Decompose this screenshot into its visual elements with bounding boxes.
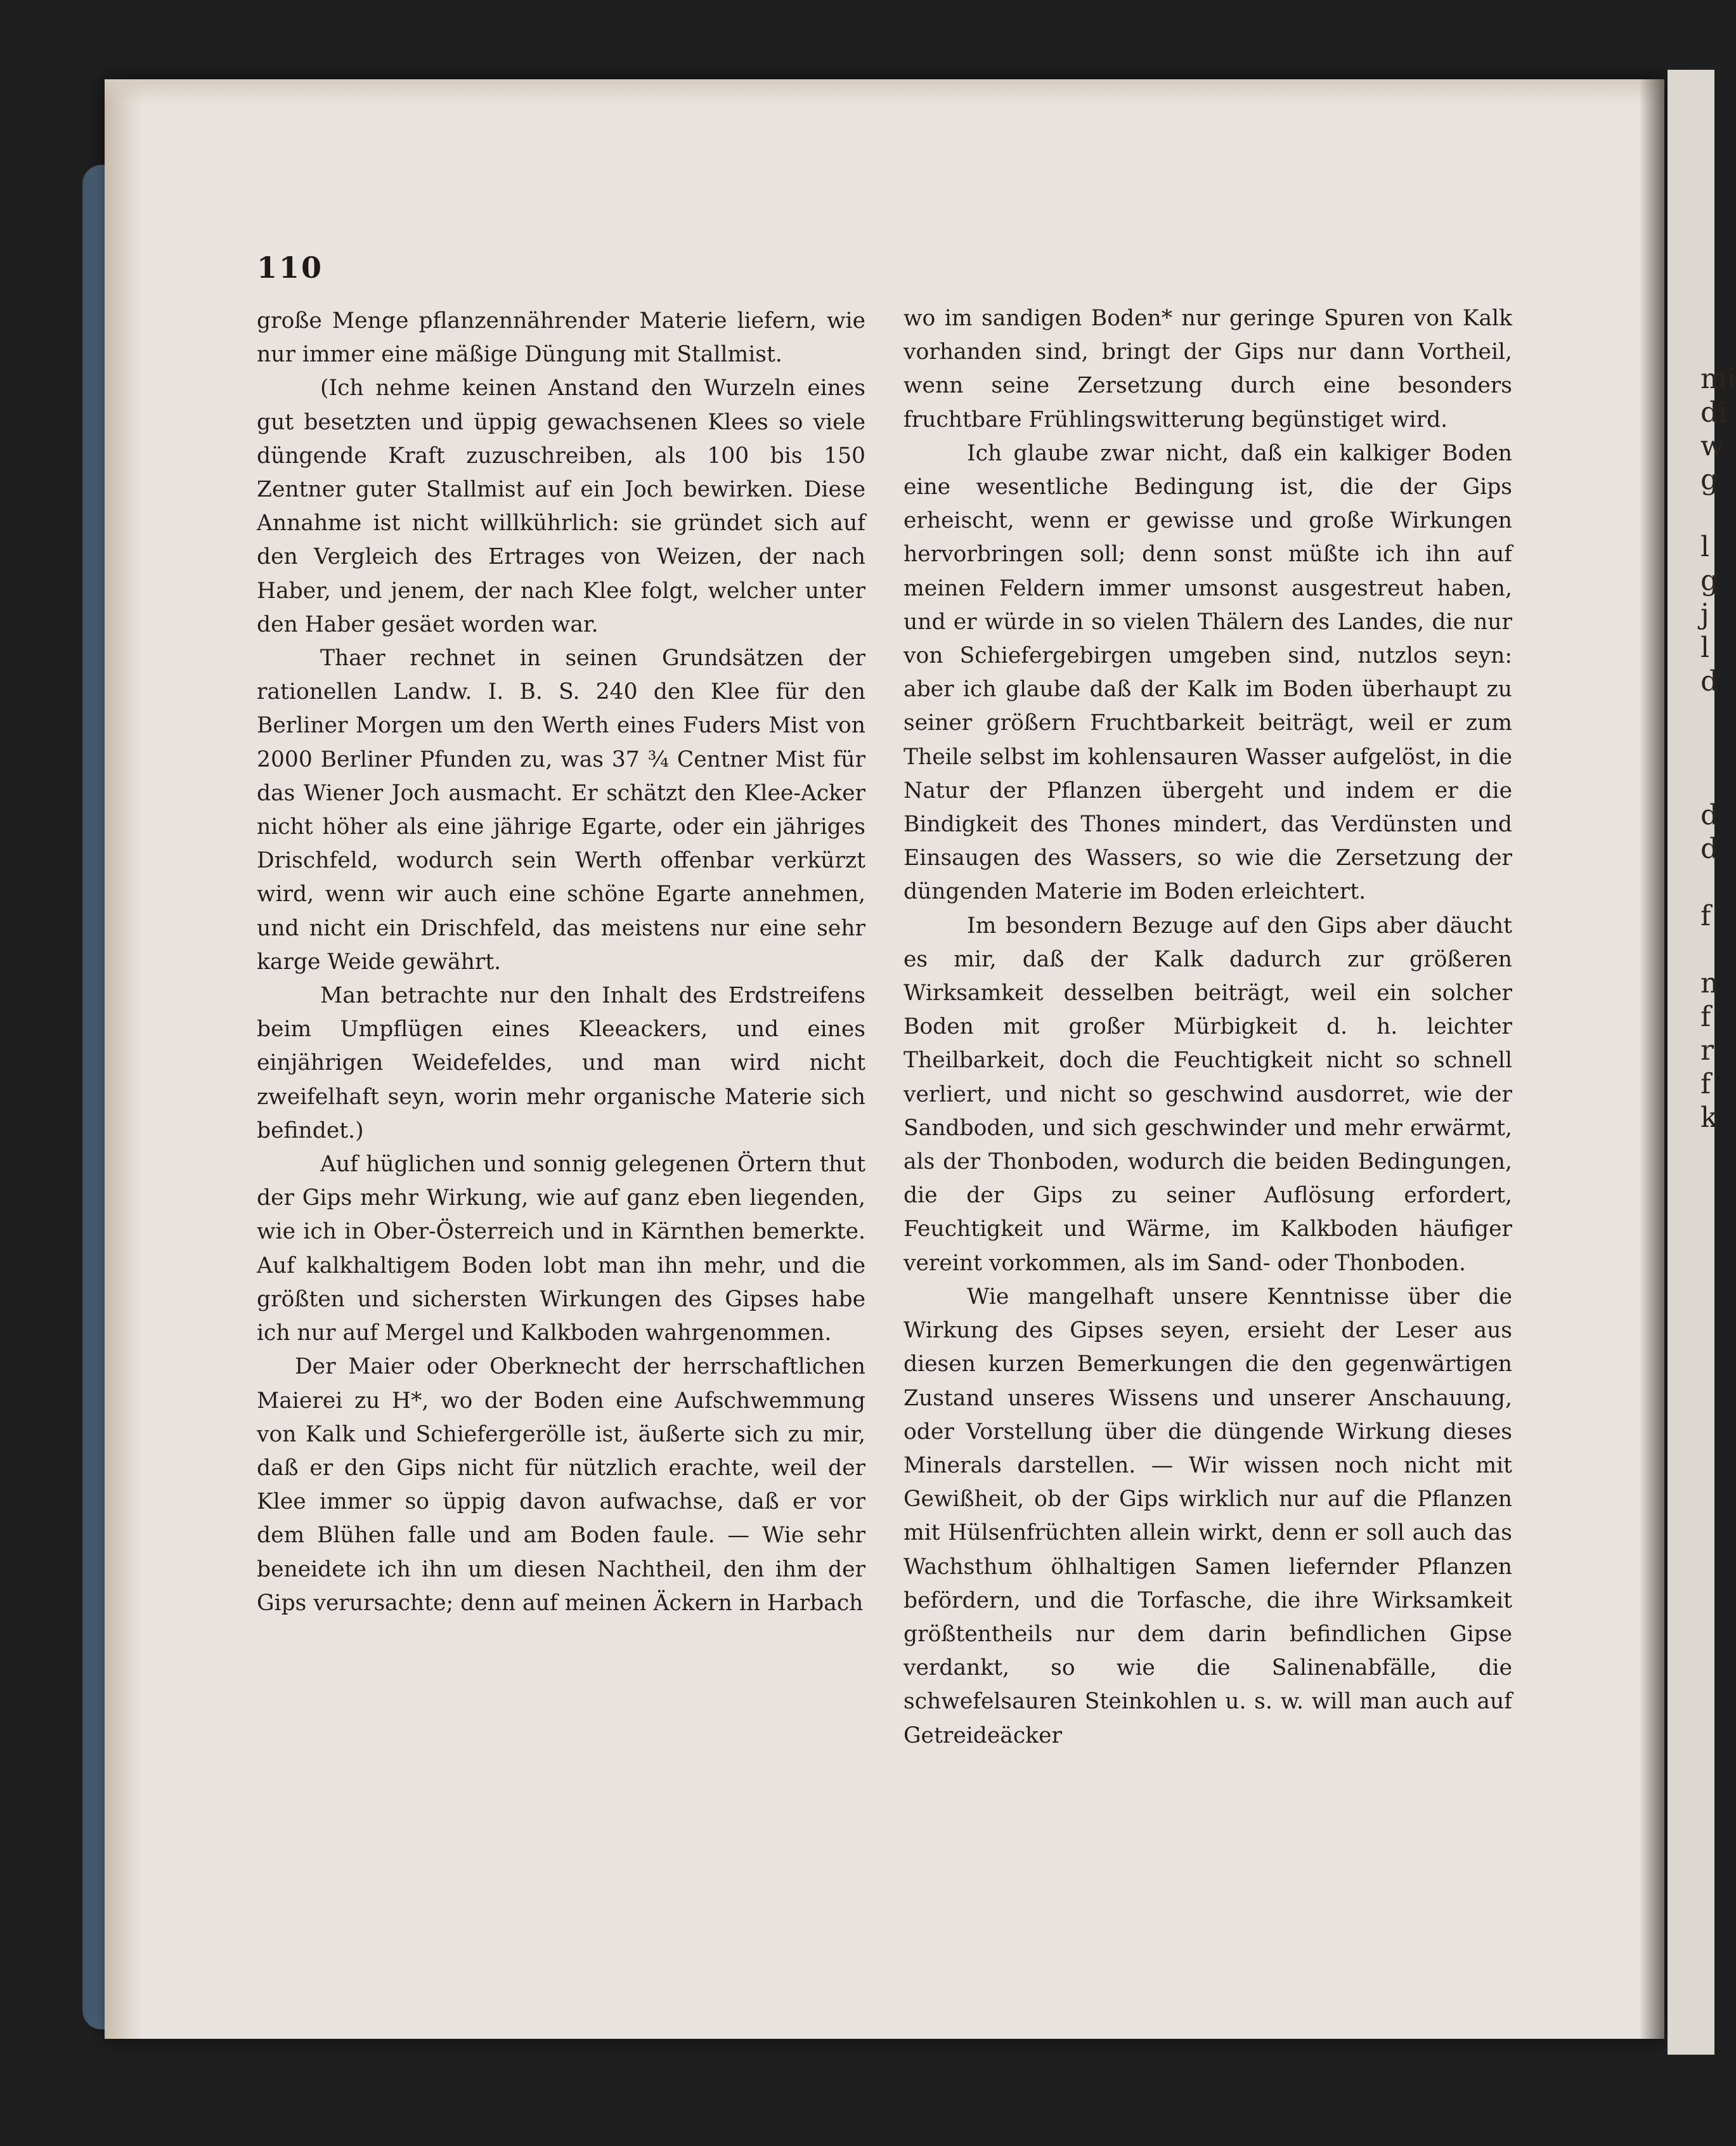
next-page-fragment: n: [1700, 967, 1719, 999]
next-page-fragment: d: [1700, 799, 1719, 831]
next-page-fragment: k: [1700, 1102, 1718, 1134]
next-page-fragment: f: [1700, 900, 1711, 932]
next-page-fragment: l: [1700, 531, 1710, 563]
paragraph: Thaer rechnet in seinen Grundsätzen der rationellen Landw. I. B. S. 240 den Klee für den Berliner Morgen um den Werth eines Fuders Mist von 2000 Berliner Pfunden zu, was 37 ¾ Centner Mist für das Wiener Joch ausmacht. Er schätzt den Klee-Acker nicht höher als eine jährige Egarte, oder ein jähriges Drischfeld, wodurch sein Werth offenbar verkürzt wird, wenn wir auch eine schöne Egarte annehmen, und nicht ein Drischfeld, das meistens nur eine sehr karge Weide gewährt.: [257, 646, 865, 975]
page-gutter: [1639, 79, 1664, 2039]
paragraph: Man betrachte nur den Inhalt des Erdstreifens beim Umpflügen eines Kleeackers, und eines einjährigen Weidefeldes, und man wird nicht zweifelhaft seyn, worin mehr organische Materie sich befindet.): [257, 983, 865, 1143]
paragraph: Im besondern Bezuge auf den Gips aber däucht es mir, daß der Kalk dadurch zur größeren Wirksamkeit desselben beiträgt, weil ein solcher Boden mit großer Mürbigkeit d. h. leichter Theilbarkeit, doch die Feuchtigkeit nicht so schnell verliert, und nicht so geschwind ausdorret, wie der Sandboden, und sich geschwinder und mehr erwärmt, als der Thonboden, wodurch die beiden Bedingungen, die der Gips zu seiner Auflösung erfordert, Feuchtigkeit und Wärme, im Kalkboden häufiger vereint vorkommen, als im Sand- oder Thonboden.: [904, 913, 1512, 1276]
page-aged-top-edge: [105, 79, 1664, 105]
paragraph: (Ich nehme keinen Anstand den Wurzeln eines gut besetzten und üppig gewachsenen Klees so viele düngende Kraft zuzuschreiben, als 100 bis 150 Zentner guter Stallmist auf ein Joch bewirken. Diese Annahme ist nicht willkührlich: sie gründet sich auf den Vergleich des Ertrages von Weizen, der nach Haber, und jenem, der nach Klee folgt, welcher unter den Haber gesäet worden war.: [257, 375, 865, 637]
paragraph: Der Maier oder Oberknecht der herrschaftlichen Maierei zu H*, wo der Boden eine Aufschwemmung von Kalk und Schiefergerölle ist, äußerte sich zu mir, daß er den Gips nicht für nützlich erachte, weil der Klee immer so üppig davon aufwachse, daß er vor dem Blühen falle und am Boden faule. — Wie sehr beneidete ich ihn um diesen Nachtheil, den ihm der Gips verursachte; denn auf meinen Äckern in Harbach: [257, 1354, 865, 1616]
paragraph: Auf hüglichen und sonnig gelegenen Örtern thut der Gips mehr Wirkung, wie auf ganz eben liegenden, wie ich in Ober-Österreich und in Kärnthen bemerkte. Auf kalkhaltigem Boden lobt man ihn mehr, und die größten und sichersten Wirkungen des Gipses habe ich nur auf Mergel und Kalkboden wahrgenommen.: [257, 1152, 865, 1346]
next-page-fragment: f: [1700, 1001, 1711, 1033]
paragraph: Wie mangelhaft unsere Kenntnisse über die Wirkung des Gipses seyen, ersieht der Leser aus diesen kurzen Bemerkungen die den gegenwärtigen Zustand unseres Wissens und unserer Anschauung, oder Vorstellung über die düngende Wirkung dieses Minerals darstellen. — Wir wissen noch nicht mit Gewißheit, ob der Gips wirklich nur auf die Pflanzen mit Hülsenfrüchten allein wirkt, denn er soll auch das Wachsthum öhlhaltigen Samen liefernder Pflanzen befördern, und die Torfasche, die ihre Wirksamkeit größtentheils nur dem darin befindlichen Gipse verdankt, so wie die Salinenabfälle, die schwefelsauren Steinkohlen u. s. w. will man auch auf Getreideäcker: [904, 1284, 1512, 1748]
right-text-column: [904, 302, 1512, 1753]
next-page-fragment: d: [1700, 833, 1719, 865]
page-number: 110: [257, 250, 324, 285]
next-page-fragment: w: [1700, 430, 1725, 462]
paragraph: wo im sandigen Boden* nur geringe Spuren von Kalk vorhanden sind, bringt der Gips nur dann Vortheil, wenn seine Zersetzung durch eine besonders fruchtbare Frühlingswitterung begünstiget wird.: [904, 306, 1512, 432]
next-page-fragment: f: [1700, 1068, 1711, 1100]
paragraph: große Menge pflanzennährender Materie liefern, wie nur immer eine mäßige Düngung mit Stallmist.: [257, 308, 865, 368]
next-page-fragment: g: [1700, 564, 1719, 597]
next-page-fragment: j: [1700, 598, 1709, 630]
next-page-fragment: r: [1700, 1034, 1714, 1067]
next-page-fragment: g: [1700, 464, 1719, 496]
left-text-column: [257, 304, 865, 1620]
page-aged-edge: [105, 79, 143, 2039]
next-page-fragment: l: [1700, 632, 1710, 664]
next-page-fragment: d: [1700, 665, 1719, 698]
next-page-fragment: di: [1700, 396, 1728, 429]
paragraph: Ich glaube zwar nicht, daß ein kalkiger Boden eine wesentliche Bedingung ist, die der Gips erheischt, wenn er gewisse und große Wirkungen hervorbringen soll; denn sonst müßte ich ihn auf meinen Feldern immer umsonst ausgestreut haben, und er würde in so vielen Thälern des Landes, die nur von Schiefergebirgen umgeben sind, nutzlos seyn: aber ich glaube daß der Kalk im Boden überhaupt zu seiner größern Fruchtbarkeit beiträgt, weil er zum Theile selbst im kohlensauren Wasser aufgelöst, in die Natur der Pflanzen übergeht und indem er die Bindigkeit des Thones mindert, das Verdünsten und Einsaugen des Wassers, so wie die Zersetzung der düngenden Materie im Boden erleichtert.: [904, 440, 1512, 905]
next-page-edge: [1668, 70, 1736, 2055]
next-page-fragment: mi: [1700, 363, 1736, 395]
